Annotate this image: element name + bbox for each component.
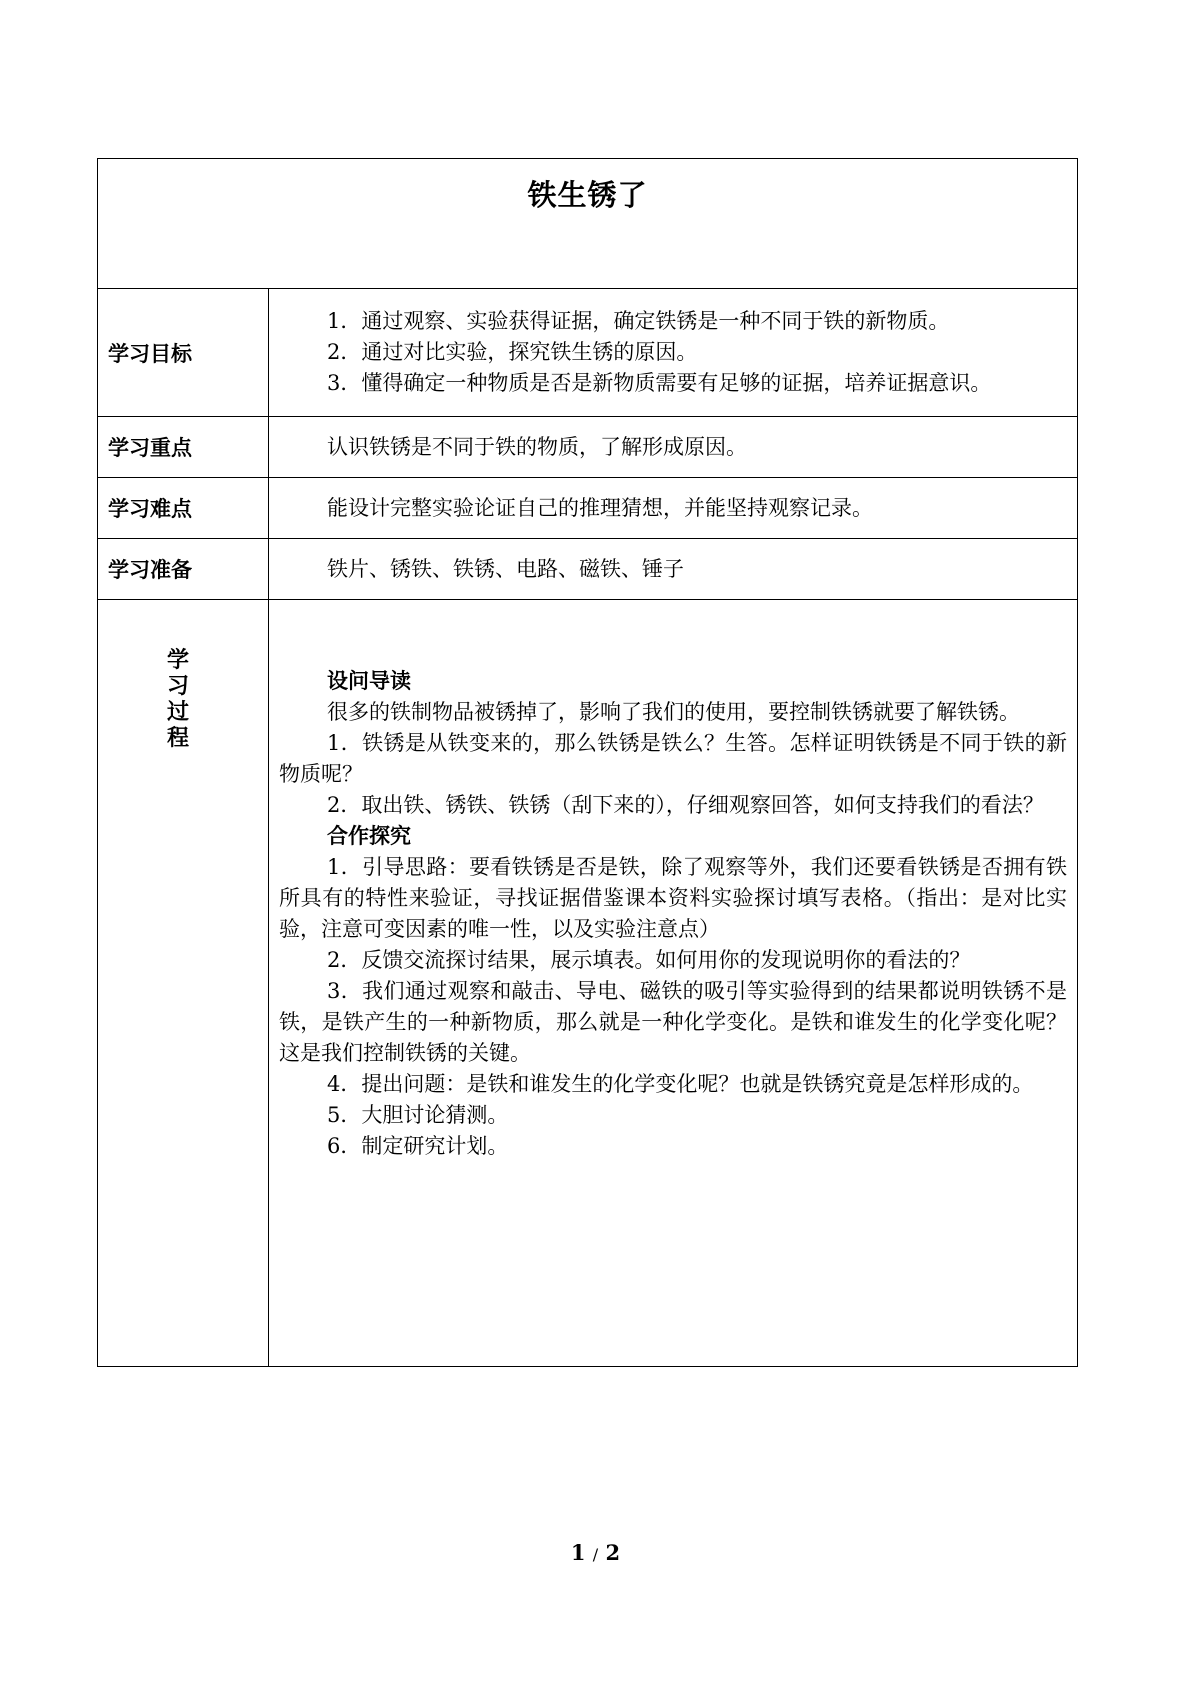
title-cell: [98, 159, 1078, 289]
total-pages: 2: [605, 1540, 621, 1565]
difficulties-label: 学习难点: [98, 478, 269, 539]
key-points-text: 认识铁锈是不同于铁的物质，了解形成原因。: [327, 434, 747, 459]
goal-item: 1．通过观察、实验获得证据，确定铁锈是一种不同于铁的新物质。: [327, 309, 950, 333]
page-number: [0, 1540, 1191, 1565]
process-label: 学习过程: [166, 648, 189, 751]
preparation-label: 学习准备: [98, 539, 269, 600]
key-points-content: [269, 417, 1078, 478]
section-heading-cooperative-inquiry: 合作探究: [327, 824, 411, 848]
difficulties-content: [269, 478, 1078, 539]
process-paragraph: 5．大胆讨论猜测。: [327, 1103, 509, 1127]
difficulties-text: 能设计完整实验论证自己的推理猜想，并能坚持观察记录。: [327, 495, 873, 520]
learning-goals-label: 学习目标: [98, 289, 269, 417]
document-title: 铁生锈了: [527, 178, 648, 212]
process-content: [269, 600, 1078, 1367]
section-heading-guided-reading: 设问导读: [327, 669, 411, 693]
process-label-cell: [98, 600, 269, 1367]
process-paragraph: 4．提出问题：是铁和谁发生的化学变化呢？也就是铁锈究竟是怎样形成的。: [327, 1072, 1034, 1096]
goal-item: 3．懂得确定一种物质是否是新物质需要有足够的证据，培养证据意识。: [327, 371, 992, 395]
learning-goals-row: [98, 289, 1078, 417]
process-paragraph: 2．取出铁、锈铁、铁锈（刮下来的），仔细观察回答，如何支持我们的看法？: [327, 793, 1044, 817]
process-paragraph: 1．引导思路：要看铁锈是否是铁，除了观察等外，我们还要看铁锈是否拥有铁所具有的特性来验证，寻找证据借鉴课本资料实验探讨填写表格。（指出：是对比实验，注意可变因素的唯一性，以及实验注意点）: [279, 855, 1067, 941]
page-separator: /: [592, 1545, 599, 1564]
key-points-label: 学习重点: [98, 417, 269, 478]
process-paragraph: 6．制定研究计划。: [327, 1134, 509, 1158]
preparation-row: [98, 539, 1078, 600]
title-row: [98, 159, 1078, 289]
preparation-content: [269, 539, 1078, 600]
process-paragraph: 1．铁锈是从铁变来的，那么铁锈是铁么？生答。怎样证明铁锈是不同于铁的新物质呢？: [279, 731, 1067, 786]
difficulties-row: [98, 478, 1078, 539]
goal-item: 2．通过对比实验，探究铁生锈的原因。: [327, 340, 698, 364]
process-paragraph: 2．反馈交流探讨结果，展示填表。如何用你的发现说明你的看法的？: [327, 948, 971, 972]
current-page: 1: [570, 1540, 586, 1565]
learning-goals-content: [269, 289, 1078, 417]
key-points-row: [98, 417, 1078, 478]
lesson-plan-table: [97, 158, 1078, 1367]
process-paragraph: 3．我们通过观察和敲击、导电、磁铁的吸引等实验得到的结果都说明铁锈不是铁，是铁产生的一种新物质，那么就是一种化学变化。是铁和谁发生的化学变化呢？这是我们控制铁锈的关键。: [279, 979, 1067, 1065]
preparation-text: 铁片、锈铁、铁锈、电路、磁铁、锤子: [327, 556, 684, 581]
process-row: [98, 600, 1078, 1367]
process-paragraph: 很多的铁制物品被锈掉了，影响了我们的使用，要控制铁锈就要了解铁锈。: [327, 700, 1020, 724]
